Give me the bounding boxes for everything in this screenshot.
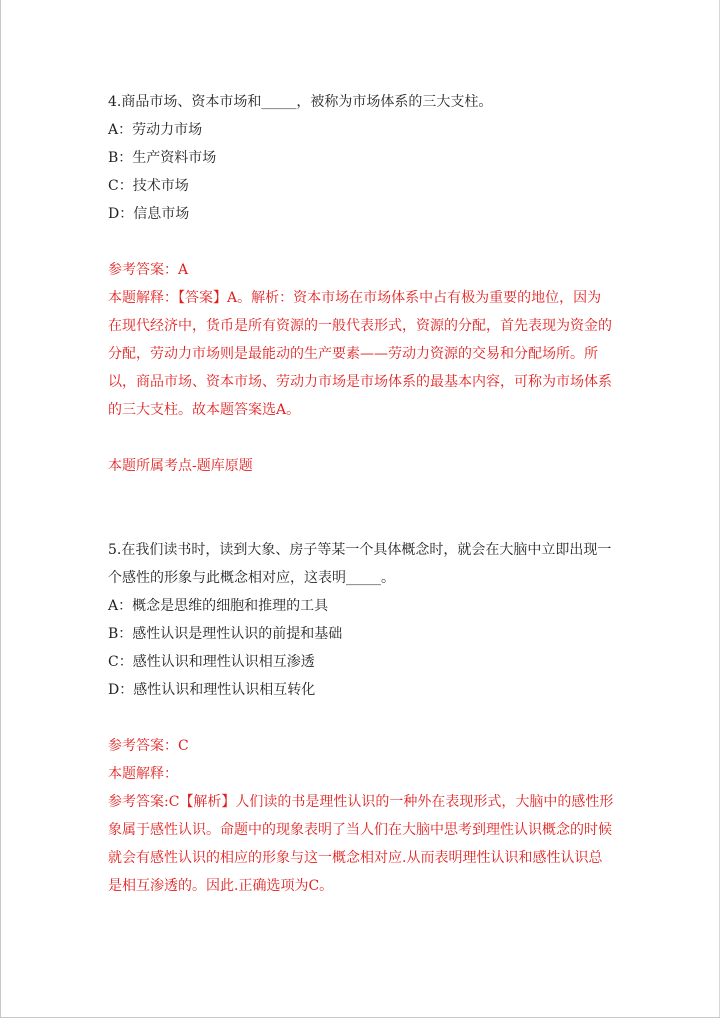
- question-5-explanation-label: 本题解释：: [108, 766, 178, 782]
- question-5-option-b: B：感性认识是理性认识的前提和基础: [108, 626, 343, 642]
- page-border-left: [0, 0, 1, 1018]
- question-4-source: 本题所属考点-题库原题: [108, 458, 253, 474]
- document-content: [108, 88, 614, 900]
- spacer: [108, 704, 614, 732]
- question-5-text: 5.在我们读书时，读到大象、房子等某一个具体概念时，就会在大脑中立即出现一个感性的形象与此概念相对应，这表明_____。: [108, 542, 612, 586]
- question-5: [108, 536, 614, 900]
- question-5-option-c: C：感性认识和理性认识相互渗透: [108, 654, 315, 670]
- question-4-explanation: 本题解释：【答案】A。解析：资本市场在市场体系中占有极为重要的地位，因为在现代经济中，货币是所有资源的一般代表形式，资源的分配，首先表现为资金的分配，劳动力市场则是最能动的生产要素——劳动力资源的交易和分配场所。所以，商品市场、资本市场、劳动力市场是市场体系的最基本内容，可称为市场体系的三大支柱。故本题答案选A。: [108, 290, 612, 418]
- question-4-option-d: D：信息市场: [108, 206, 190, 222]
- question-4-answer: 参考答案：A: [108, 262, 189, 278]
- question-4-option-c: C：技术市场: [108, 178, 189, 194]
- spacer: [108, 424, 614, 452]
- question-5-answer: 参考答案：C: [108, 738, 189, 754]
- question-4-text: 4.商品市场、资本市场和_____，被称为市场体系的三大支柱。: [108, 94, 493, 110]
- question-4-option-b: B：生产资料市场: [108, 150, 217, 166]
- spacer: [108, 228, 614, 256]
- question-4-option-a: A：劳动力市场: [108, 122, 203, 138]
- spacer: [108, 480, 614, 536]
- question-5-option-d: D：感性认识和理性认识相互转化: [108, 682, 316, 698]
- question-4: [108, 88, 614, 480]
- question-5-explanation: 参考答案:C【解析】人们读的书是理性认识的一种外在表现形式，大脑中的感性形象属于感性认识。命题中的现象表明了当人们在大脑中思考到理性认识概念的时候就会有感性认识的相应的形象与这一概念相对应.从而表明理性认识和感性认识总是相互渗透的。因此.正确选项为C。: [108, 794, 614, 894]
- question-5-option-a: A：概念是思维的细胞和推理的工具: [108, 598, 329, 614]
